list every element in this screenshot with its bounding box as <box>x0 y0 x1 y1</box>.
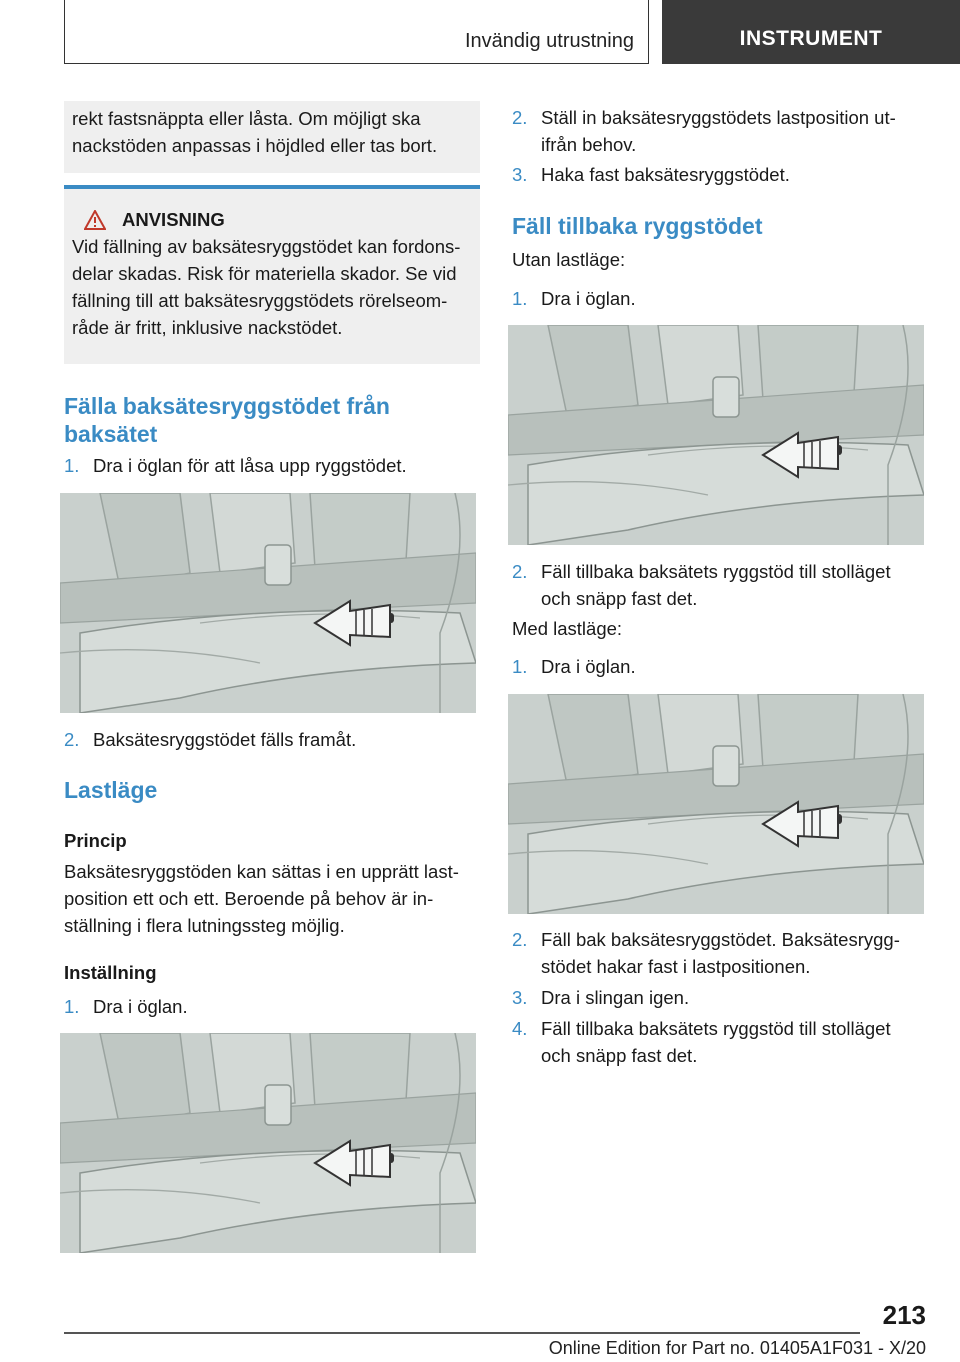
step-number: 3. <box>512 164 528 185</box>
step-text: Fäll tillbaka baksätets ryggstöd till stolläget och snäpp fast det. <box>541 561 891 609</box>
step-text: Dra i öglan. <box>541 288 636 309</box>
step-text: Dra i öglan för att låsa upp ryggstödet. <box>93 455 407 476</box>
step-number: 1. <box>64 996 80 1017</box>
footer-rule <box>64 1332 860 1334</box>
section-heading-fold-back: Fäll tillbaka ryggstödet <box>512 213 763 239</box>
seat-illustration-2 <box>60 1033 476 1253</box>
step-number: 1. <box>512 288 528 309</box>
notice-box <box>64 189 480 364</box>
notice-body: Vid fällning av baksätesryggstödet kan fordonsdelar skadas. Risk för materiella skador. Se vid fällning till att baksätesryggstödets rörelseområde är fritt, inklusive nackstödet. <box>72 236 461 338</box>
warning-icon <box>84 210 106 230</box>
subheading-principle: Princip <box>64 830 127 851</box>
seat-illustration-1 <box>60 493 476 713</box>
header-chapter-label: INSTRUMENT <box>739 27 883 50</box>
list-item <box>512 558 922 612</box>
notice-title: ANVISNING <box>122 209 225 230</box>
step-text: Dra i öglan. <box>93 996 188 1017</box>
list-item <box>512 285 922 312</box>
list-item <box>64 993 480 1020</box>
header-section-title: Invändig utrustning <box>464 30 634 52</box>
list-item <box>512 653 922 680</box>
section-heading-fold-from-rear: Fälla baksätesryggstödet från baksätet <box>64 393 390 447</box>
list-item <box>64 726 480 753</box>
step-text: Haka fast baksätesryggstödet. <box>541 164 790 185</box>
step-text: Dra i öglan. <box>541 656 636 677</box>
list-item <box>64 452 480 479</box>
subheading-setting: Inställning <box>64 962 157 983</box>
step-number: 4. <box>512 1018 528 1039</box>
list-item <box>512 984 922 1011</box>
list-item <box>512 1015 922 1069</box>
seat-illustration-4 <box>508 694 924 914</box>
step-text: Baksätesryggstödet fälls framåt. <box>93 729 357 750</box>
intro-box <box>64 101 480 173</box>
step-text: Ställ in baksätesryggstödets lastposition utifrån behov. <box>541 107 896 155</box>
step-number: 2. <box>64 729 80 750</box>
step-number: 2. <box>512 561 528 582</box>
step-text: Dra i slingan igen. <box>541 987 690 1008</box>
principle-text: Baksätesryggstöden kan sättas i en upprätt lastposition ett och ett. Beroende på behov är inställning i flera lutningssteg möjlig. <box>64 861 459 936</box>
step-text: Fäll tillbaka baksätets ryggstöd till stolläget och snäpp fast det. <box>541 1018 891 1066</box>
list-item <box>512 161 922 188</box>
edition-note: Online Edition for Part no. 01405A1F031 - X/20 <box>548 1338 926 1358</box>
with-load-position-label: Med lastläge: <box>512 618 623 639</box>
step-text: Fäll bak baksätesryggstödet. Baksätesryggstödet hakar fast i lastpositionen. <box>541 929 900 977</box>
without-load-position-label: Utan lastläge: <box>512 249 626 270</box>
step-number: 2. <box>512 107 528 128</box>
step-number: 1. <box>64 455 80 476</box>
step-number: 3. <box>512 987 528 1008</box>
list-item <box>512 926 922 980</box>
step-number: 2. <box>512 929 528 950</box>
seat-illustration-3 <box>508 325 924 545</box>
header-chapter-tab <box>662 0 960 64</box>
page-number: 213 <box>882 1300 926 1330</box>
step-number: 1. <box>512 656 528 677</box>
section-heading-load-position: Lastläge <box>64 777 158 803</box>
intro-text: rekt fastsnäppta eller låsta. Om möjligt ska nackstöden anpassas i höjdled eller tas bort. <box>72 108 438 156</box>
list-item <box>512 104 922 158</box>
